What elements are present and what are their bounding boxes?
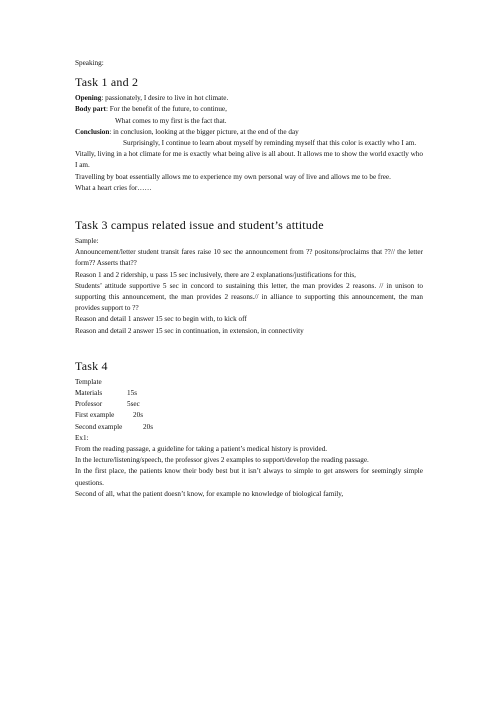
- document-page: [75, 58, 423, 500]
- template-key: Materials: [75, 389, 103, 398]
- template-key: Professor: [75, 400, 103, 409]
- task12-paragraph-3: What a heart cries for……: [75, 183, 152, 192]
- body-label: Body part: [75, 105, 106, 114]
- template-key: First example: [75, 411, 115, 420]
- example-line-3: In the first place, the patients know their body best but it isn’t always to simple to get answers for seemingly simple questions.: [75, 467, 423, 487]
- example-line-1: From the reading passage, a guideline for taking a patient’s medical history is provided.: [75, 445, 328, 454]
- task12-paragraph-2: Travelling by boat essentially allows me to experience my own personal way of live and allows me to be free.: [75, 172, 391, 181]
- conclusion-label: Conclusion: [75, 127, 110, 136]
- opening-line: [75, 93, 423, 104]
- task12-title: Task 1 and 2: [75, 75, 139, 90]
- example-label: Ex1:: [75, 433, 89, 442]
- template-value: 5sec: [127, 400, 140, 409]
- speaking-label: Speaking:: [75, 59, 104, 67]
- template-row: [75, 410, 423, 421]
- task12-paragraph-1: Vitally, living in a hot climate for me is exactly what being alive is all about. It allows me to show the world exactly who I am.: [75, 150, 423, 170]
- task4-title: Task 4: [75, 358, 108, 373]
- task3-line-5: Reason and detail 2 answer 15 sec in continuation, in extension, in connectivity: [75, 326, 304, 335]
- template-value: 20s: [133, 411, 143, 420]
- example-line-4: Second of all, what the patient doesn’t know, for example no knowledge of biological family,: [75, 489, 344, 498]
- task3-line-3: Students’ attitude supportive 5 sec in concord to sustaining this letter, the man provides 2 reasons. // in unison to supporting this announcement, the man provides 2 reasons.// in alliance to supporting this announcement, the man provides support to ??: [75, 281, 423, 313]
- conclusion-line: [75, 127, 423, 138]
- template-list: [75, 388, 423, 433]
- template-row: [75, 399, 423, 410]
- template-label: Template: [75, 377, 102, 386]
- opening-label: Opening: [75, 94, 102, 103]
- template-key: Second example: [75, 422, 123, 431]
- example-line-2: In the lecture/listening/speech, the professor gives 2 examples to support/develop the reading passage.: [75, 456, 369, 465]
- task3-line-1: Announcement/letter student transit fares raise 10 sec the announcement from ?? positons/proclaims that ??// the letter form?? Asserts that??: [75, 248, 423, 268]
- body-text: : For the benefit of the future, to continue,: [105, 105, 227, 114]
- template-value: 20s: [143, 422, 153, 431]
- task3-line-4: Reason and detail 1 answer 15 sec to begin with, to kick off: [75, 315, 247, 324]
- template-row: [75, 422, 423, 433]
- opening-text: : passionately, I desire to live in hot climate.: [101, 94, 229, 103]
- task3-sample: Sample:: [75, 237, 99, 246]
- template-row: [75, 388, 423, 399]
- template-value: 15s: [127, 389, 137, 398]
- conclusion-text: : in conclusion, looking at the bigger picture, at the end of the day: [109, 127, 299, 136]
- task3-title: Task 3 campus related issue and student’s attitude: [75, 218, 324, 233]
- task3-line-2: Reason 1 and 2 ridership, u pass 15 sec inclusively, there are 2 explanations/justifications for this,: [75, 270, 356, 279]
- body-continuation: What comes to my first is the fact that.: [115, 116, 227, 125]
- conclusion-continuation: Surprisingly, I continue to learn about myself by reminding myself that this color is exactly who I am.: [123, 139, 417, 148]
- body-line: [75, 104, 423, 115]
